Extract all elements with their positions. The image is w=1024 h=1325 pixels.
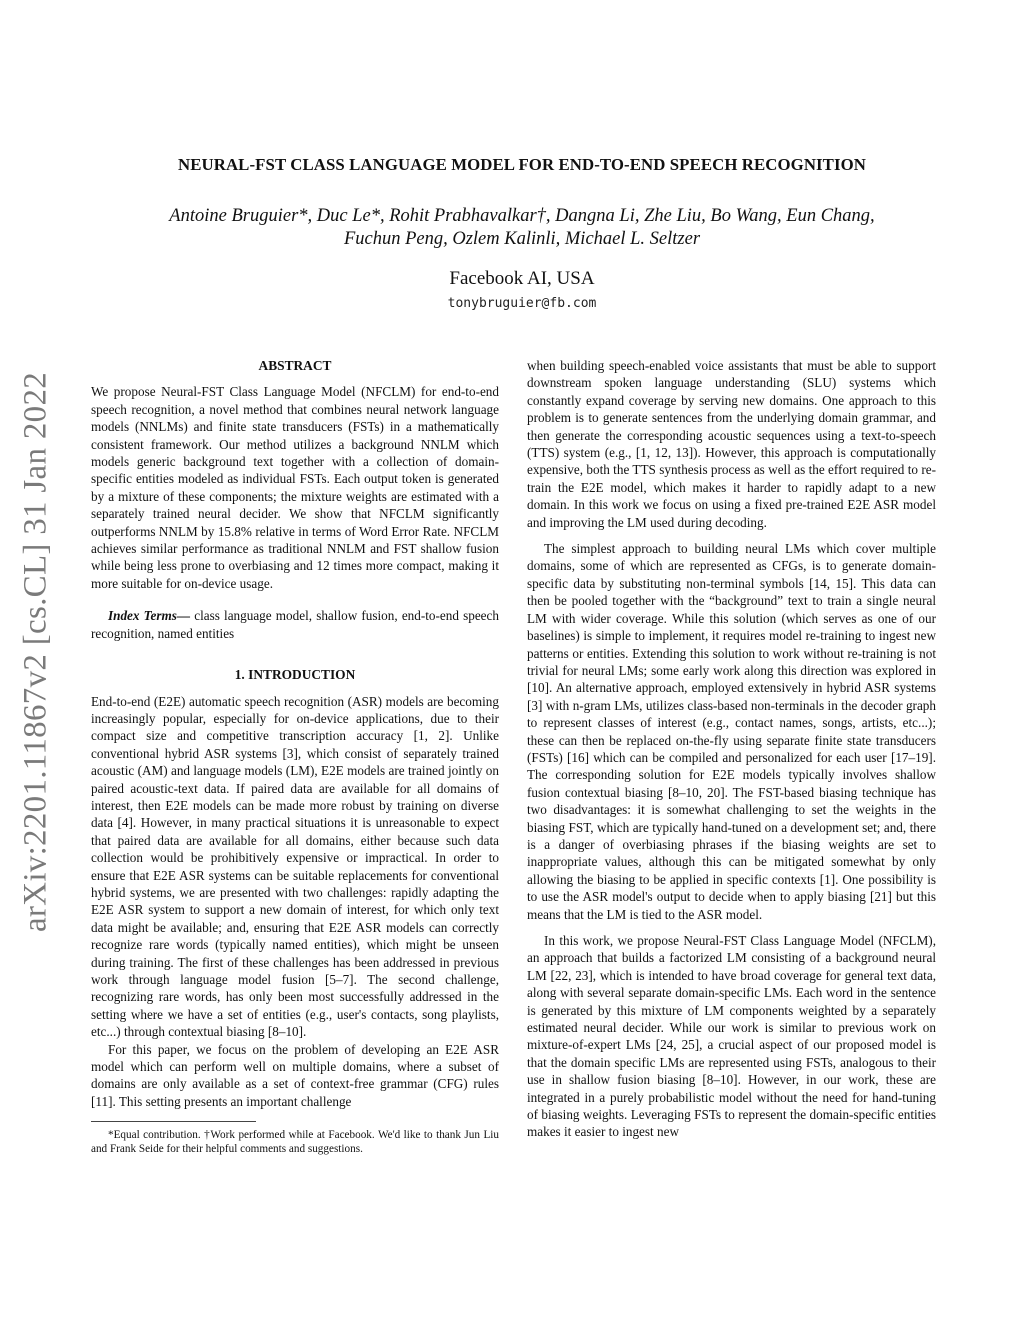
right-paragraph-2: The simplest approach to building neural LMs which cover multiple domains, some of which are represented as CFGs, is to generate domain-specific data by substituting non-terminal symbols [14, 15]. This data can then be pooled together with the “background” text to train a single neural LM with wider coverage. While this solution (which serves as one of our baselines) is simple to implement, it requires model re-training to ingest new patterns or entities. Extending this solution to work without re-training is not trivial for neural LMs; some early work along this direction was explored in [10]. An alternative approach, employed extensively in hybrid ASR systems [3] with n-gram LMs, utilizes class-based non-terminals in the decoder graph to represent classes of interest (e.g., contact names, songs, artists, etc...); these can then be replaced on-the-fly using separate finite state transducers (FSTs) [16] which can be compiled and personalized for each user [17–19]. The corresponding solution for E2E models typically involves shallow fusion contextual biasing [8–10, 20]. The FST-based biasing technique has two disadvantages: it is somewhat challenging to set the weights in the biasing FST, which are typically hand-tuned on a development set; and, there is a danger of overbiasing phrases if the biasing weights are set to inappropriate values, although this can be mitigated somewhat by only allowing the biasing to be applied in specific contexts [1]. One possibility is to use the ASR model's output to decide when to apply biasing [21] but this means that the LM is tied to the ASR model. [527,541,936,922]
affiliation: Facebook AI, USA [449,268,595,289]
footnote: *Equal contribution. †Work performed while at Facebook. We'd like to thank Jun Liu and Frank Seide for their helpful comments and suggestions. [91,1129,499,1156]
contact-email: tonybruguier@fb.com [447,296,597,311]
intro-paragraph-2: For this paper, we focus on the problem of developing an E2E ASR model which can perform well on multiple domains, where a subset of domains are only available as a set of context-free grammar (CFG) rules [11]. This setting presents an important challenge [91,1041,499,1109]
intro-paragraph-1: End-to-end (E2E) automatic speech recognition (ASR) models are becoming increasingly popular, especially for on-device applications, due to their compact size and competitive transcription accuracy [1, 2]. Unlike conventional hybrid ASR systems [3], which consist of separately trained acoustic (AM) and language models (LM), E2E models are trained jointly on paired acoustic-text data. If paired data are available for all domains of interest, then E2E models can be made more robust by training on diverse data [4]. However, in many practical situations it is unreasonable to expect that paired data are available for all domains, either because such data collection would be prohibitively expensive or impractical. In order to ensure that E2E ASR systems can be suitable replacements for conventional hybrid systems, we are presented with two challenges: rapidly adapting the E2E ASR system to support a new domain of interest, for which only text data might be available; and, ensuring that E2E ASR models can correctly recognize rare words (typically named entities), which might be unseen during training. The first of these challenges has been addressed in previous work through language model fusion [5–7]. The second challenge, recognizing rare words, has only been most successfully addressed in the setting where we have a set of entities (e.g., user's contacts, song playlists, etc...) through contextual biasing [8–10]. [91,693,499,1040]
author-line-1: Antoine Bruguier*, Duc Le*, Rohit Prabhavalkar†, Dangna Li, Zhe Liu, Bo Wang, Eun Chang, [169,206,875,226]
paper-title: NEURAL-FST CLASS LANGUAGE MODEL FOR END-TO-END SPEECH RECOGNITION [178,155,866,174]
arxiv-identifier: arXiv:2201.11867v2 [cs.CL] 31 Jan 2022 [17,371,54,933]
section-heading-introduction: 1. INTRODUCTION [234,667,356,683]
author-line-2: Fuchun Peng, Ozlem Kalinli, Michael L. Seltzer [343,229,701,249]
footnote-divider [91,1121,256,1122]
right-paragraph-3: In this work, we propose Neural-FST Class Language Model (NFCLM), an approach that builds a factorized LM consisting of a background neural LM [22, 23], which is intended to have broad coverage for general text data, along with several separate domain-specific LMs. Each word in the sentence is generated by this mixture of LM components weighted by a separately estimated neural decider. While our work is similar to previous work on mixture-of-expert LMs [24, 25], a crucial aspect of our proposed model is that the domain specific LMs are represented using FSTs, analogous to their use in shallow fusion biasing [8–10]. However, in our work, these are integrated in a purely probabilistic model without the need for hand-tuning of biasing weights. Leveraging FSTs to represent the domain-specific entities makes it easier to ingest new [527,933,936,1140]
abstract-heading: ABSTRACT [258,358,332,373]
index-terms [91,607,499,642]
abstract-text: We propose Neural-FST Class Language Model (NFCLM) for end-to-end speech recognition, a novel method that combines neural network language models (NNLMs) and finite state transducers (FSTs) in a mathematically consistent framework. Our method utilizes a background NNLM which models generic background text together with a collection of domain-specific entities modeled as individual FSTs. Each output token is generated by a mixture of these components; the mixture weights are estimated with a separately trained neural decider. We show that NFCLM significantly outperforms NNLM by 15.8% relative in terms of Word Error Rate. NFCLM achieves similar performance as traditional NNLM and FST shallow fusion while being less prone to overbiasing and 12 times more compact, making it more suitable for on-device usage. [91,384,499,591]
right-column [527,357,936,1141]
arxiv-margin-stamp [0,0,60,1325]
author-list [60,205,984,251]
index-terms-text: class language model, shallow fusion, end-to-end speech recognition, named entities [91,608,499,641]
left-column [91,357,499,1156]
right-paragraph-1: when building speech-enabled voice assistants that must be able to support downstream spoken language understanding (SLU) systems which constantly expand coverage by serving new domains. One approach to this problem is to generate sentences from the underlying domain grammar, and then generate the corresponding acoustic sequences using a text-to-speech (TTS) system (e.g., [1, 12, 13]). However, this approach is computationally expensive, both the TTS synthesis process as well as the effort required to re-train the E2E model, which makes it harder to rapidly adapt to a new domain. In this work we focus on using a fixed pre-trained E2E ASR model and improving the LM used during decoding. [527,358,936,530]
index-terms-label: Index Terms— [108,608,191,624]
